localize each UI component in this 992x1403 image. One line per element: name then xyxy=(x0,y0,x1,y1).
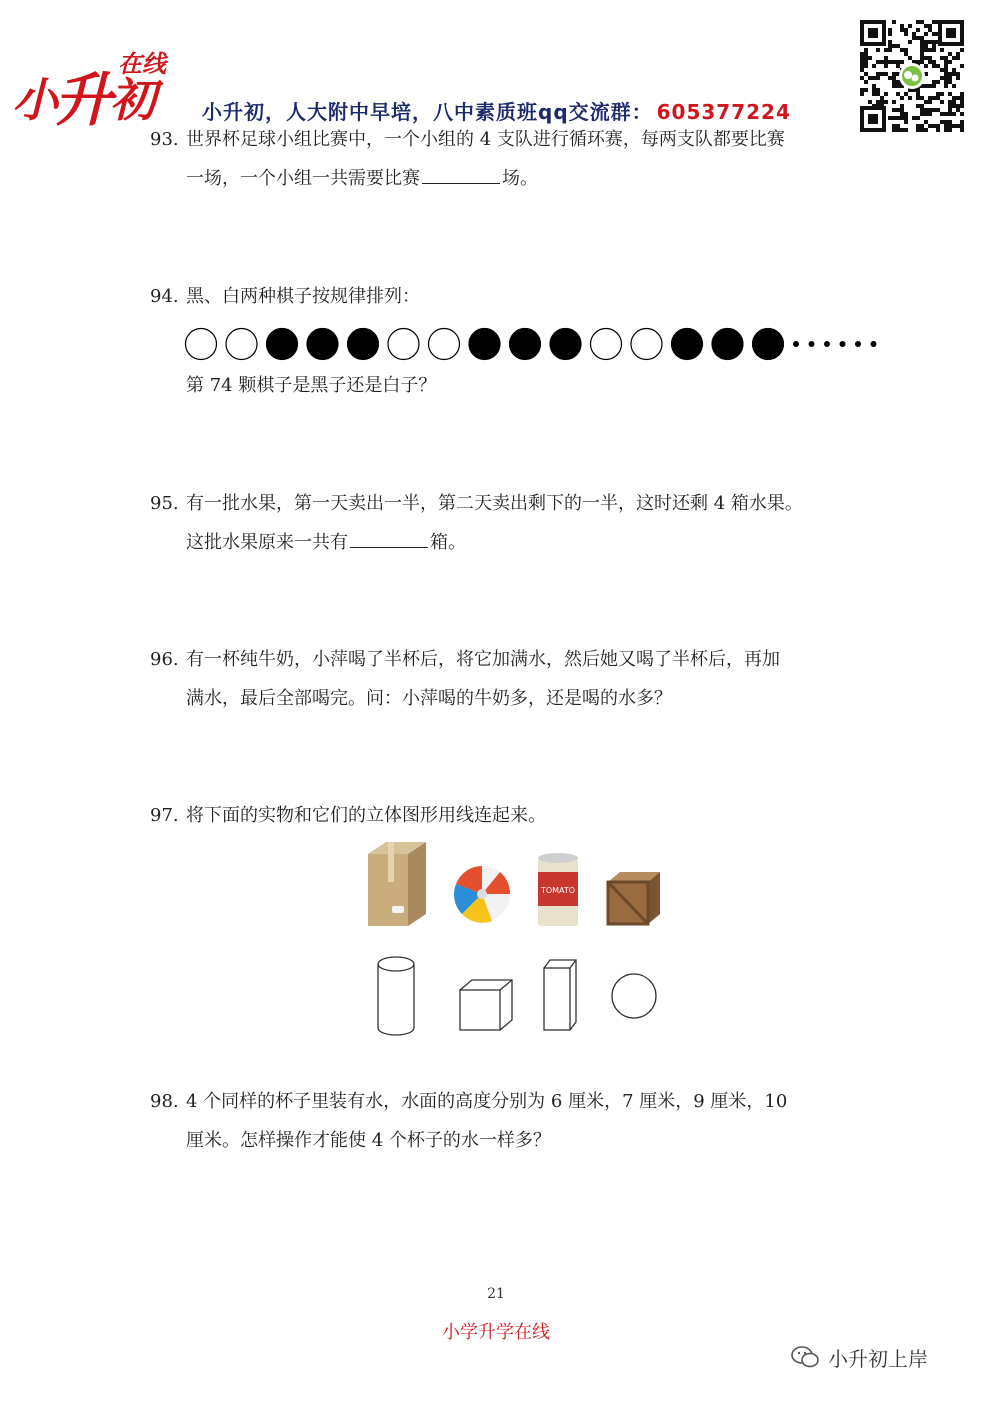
brand-logo xyxy=(10,38,180,128)
black-bead xyxy=(550,329,581,360)
question-text: 将下面的实物和它们的立体图形用线连起来。 xyxy=(186,805,546,826)
qr-code-icon xyxy=(858,18,966,134)
answer-blank[interactable] xyxy=(350,525,428,548)
ellipsis-dot xyxy=(793,341,799,347)
black-bead xyxy=(307,329,338,360)
ellipsis-dot xyxy=(809,341,815,347)
question-text: 这批水果原来一共有 xyxy=(186,532,348,553)
svg-text:小: 小 xyxy=(12,73,58,127)
question-number: 98. xyxy=(150,1091,179,1112)
question-text: 场。 xyxy=(502,168,538,189)
question-text: 第 74 颗棋子是黑子还是白子？ xyxy=(186,375,437,396)
white-bead xyxy=(388,329,419,360)
page-number: 21 xyxy=(487,1286,505,1302)
wechat-icon xyxy=(790,1344,820,1370)
sphere-icon xyxy=(612,974,656,1018)
white-bead xyxy=(429,329,460,360)
watermark-text: 小升初上岸 xyxy=(828,1346,928,1371)
answer-blank[interactable] xyxy=(422,161,500,184)
wooden-crate-icon xyxy=(608,872,660,924)
question-text: 4 个同样的杯子里装有水，水面的高度分别为 6 厘米，7 厘米，9 厘米，10 xyxy=(186,1091,788,1112)
beach-ball-icon xyxy=(454,866,510,923)
black-bead xyxy=(712,329,743,360)
bead-sequence xyxy=(184,326,884,362)
svg-text:升: 升 xyxy=(54,66,113,128)
question-text: 世界杯足球小组比赛中，一个小组的 4 支队进行循环赛，每两支队都要比赛 xyxy=(186,129,785,150)
ellipsis-dot xyxy=(824,341,830,347)
question-text: 箱。 xyxy=(430,532,466,553)
svg-text:在线: 在线 xyxy=(118,50,166,78)
qq-number: 605377224 xyxy=(656,100,791,124)
question-number: 96. xyxy=(150,649,179,670)
header-title-text: 小升初，人大附中早培，八中素质班qq交流群： xyxy=(202,100,653,124)
cube-icon xyxy=(460,980,512,1030)
white-bead xyxy=(186,329,217,360)
question-text: 满水，最后全部喝完。问：小萍喝的牛奶多，还是喝的水多？ xyxy=(186,688,672,709)
question-95 xyxy=(150,484,850,562)
can-label: TOMATO xyxy=(540,886,576,895)
solid-shapes-row xyxy=(370,952,670,1042)
question-text: 黑、白两种棋子按规律排列： xyxy=(186,286,420,307)
black-bead xyxy=(469,329,500,360)
white-bead xyxy=(631,329,662,360)
question-text: 厘米。怎样操作才能使 4 个杯子的水一样多？ xyxy=(186,1130,551,1151)
black-bead xyxy=(267,329,298,360)
question-text: 一场，一个小组一共需要比赛 xyxy=(186,168,420,189)
black-bead xyxy=(753,329,784,360)
black-bead xyxy=(348,329,379,360)
svg-text:初: 初 xyxy=(110,73,156,127)
question-text: 有一批水果，第一天卖出一半，第二天卖出剩下的一半，这时还剩 4 箱水果。 xyxy=(186,493,803,514)
question-text: 有一杯纯牛奶，小萍喝了半杯后，将它加满水，然后她又喝了半杯后，再加 xyxy=(186,649,780,670)
footer-text: 小学升学在线 xyxy=(442,1322,550,1343)
question-number: 93. xyxy=(150,129,179,150)
wechat-watermark xyxy=(790,1342,928,1372)
question-number: 95. xyxy=(150,493,179,514)
ellipsis-dot xyxy=(840,341,846,347)
white-bead xyxy=(226,329,257,360)
question-number: 94. xyxy=(150,286,179,307)
black-bead xyxy=(672,329,703,360)
real-objects-row xyxy=(360,838,670,938)
cuboid-icon xyxy=(544,960,576,1030)
question-96 xyxy=(150,640,850,718)
ellipsis-dot xyxy=(855,341,861,347)
black-bead xyxy=(510,329,541,360)
question-97 xyxy=(150,796,850,835)
ellipsis-dot xyxy=(871,341,877,347)
question-number: 97. xyxy=(150,805,179,826)
cylinder-icon xyxy=(378,957,414,1035)
question-98 xyxy=(150,1082,850,1160)
question-93 xyxy=(150,120,850,198)
question-94 xyxy=(150,277,850,316)
cardboard-box-icon xyxy=(368,842,426,926)
white-bead xyxy=(591,329,622,360)
tomato-can-icon xyxy=(538,853,578,926)
